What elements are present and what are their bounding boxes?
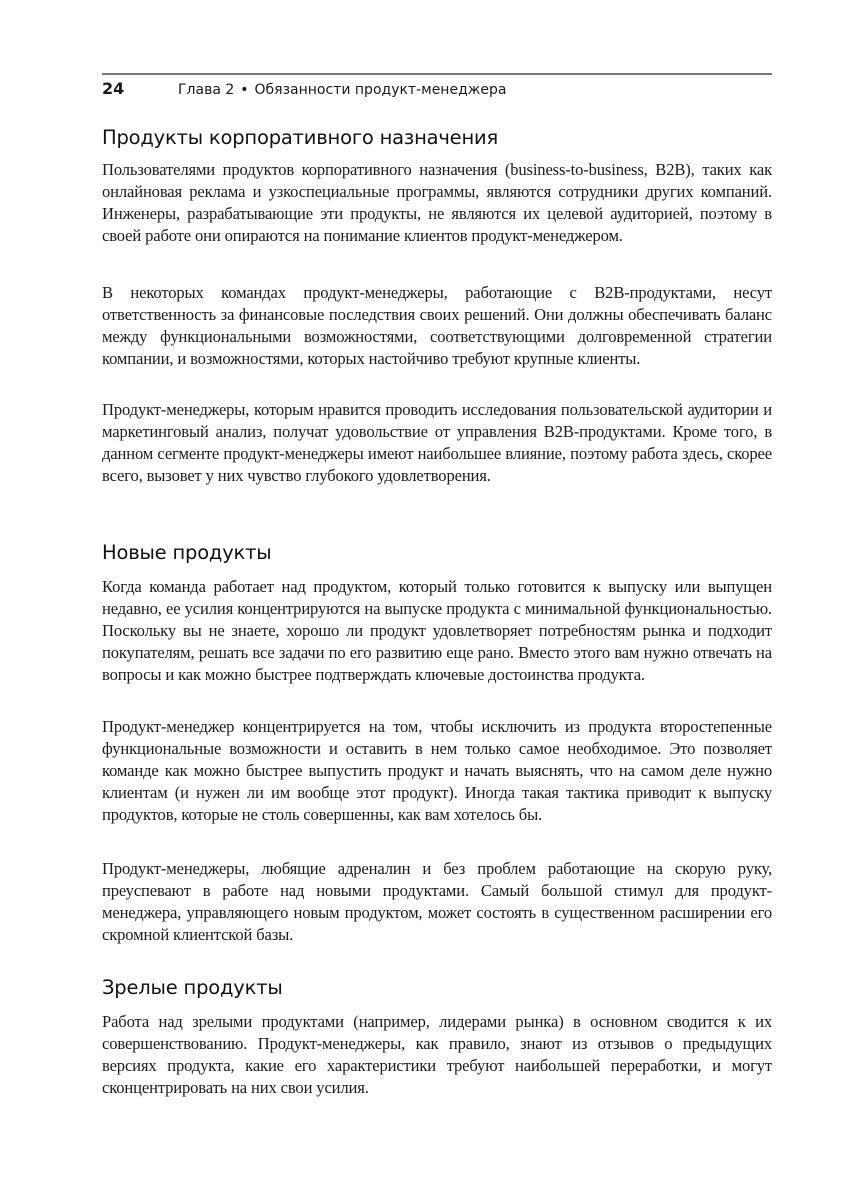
header-rule <box>102 73 772 75</box>
page-number: 24 <box>102 79 125 98</box>
paragraph: Продукт-менеджеры, любящие адреналин и без проблем работающие на скорую руку, преуспевают в работе над новыми продуктами. Самый большой стимул для продукт-менеджера, управляющего новым продуктом, может состоять в существенном расширении его скромной клиентской базы. <box>102 859 772 945</box>
section-heading-b2b: Продукты корпоративного назначения <box>102 126 499 149</box>
chapter-title: Обязанности продукт-менеджера <box>254 82 507 98</box>
chapter-label: Глава 2 <box>178 82 235 98</box>
paragraph: В некоторых командах продукт-менеджеры, работающие с B2B-продуктами, несут ответственность за финансовые последствия своих решений. Они должны обеспечивать баланс между функциональными возможностями, соответствующими долговременной стратегии компании, и возможностями, которых настойчиво требуют крупные клиенты. <box>102 283 772 369</box>
bullet-separator: • <box>240 82 249 98</box>
section-heading-new-products: Новые продукты <box>102 541 272 564</box>
paragraph: Продукт-менеджеры, которым нравится проводить исследования пользовательской аудитории и маркетинговый анализ, получат удовольствие от управления B2B-продуктами. Кроме того, в данном сегменте продукт-менеджеры имеют наибольшее влияние, поэтому работа здесь, скорее всего, вызовет у них чувство глубокого удовлетворения. <box>102 400 772 486</box>
paragraph: Работа над зрелыми продуктами (например, лидерами рынка) в основном сводится к их совершенствованию. Продукт-менеджеры, как правило, знают из отзывов о предыдущих версиях продукта, какие его характеристики требуют наибольшей переработки, и могут сконцентрировать на них свои усилия. <box>102 1012 772 1098</box>
paragraph: Продукт-менеджер концентрируется на том, чтобы исключить из продукта второстепенные функциональные возможности и оставить в нем только самое необходимое. Это позволяет команде как можно быстрее выпустить продукт и начать выяснять, что на самом деле нужно клиентам (и нужен ли им вообще этот продукт). Иногда такая тактика приводит к выпуску продуктов, которые не столь совершенны, как вам хотелось бы. <box>102 717 772 825</box>
paragraph: Пользователями продуктов корпоративного назначения (business-to-business, B2B), таких как онлайновая реклама и узкоспециальные программы, являются сотрудники других компаний. Инженеры, разрабатывающие эти продукты, не являются их целевой аудиторией, поэтому в своей работе они опираются на понимание клиентов продукт-менеджером. <box>102 160 772 246</box>
paragraph: Когда команда работает над продуктом, который только готовится к выпуску или выпущен недавно, ее усилия концентрируются на выпуске продукта с минимальной функциональностью. Поскольку вы не знаете, хорошо ли продукт удовлетворяет потребностям рынка и подходит покупателям, решать все задачи по его развитию еще рано. Вместо этого вам нужно отвечать на вопросы и как можно быстрее подтверждать ключевые достоинства продукта. <box>102 577 772 685</box>
running-header <box>102 79 772 101</box>
section-heading-mature-products: Зрелые продукты <box>102 976 283 999</box>
